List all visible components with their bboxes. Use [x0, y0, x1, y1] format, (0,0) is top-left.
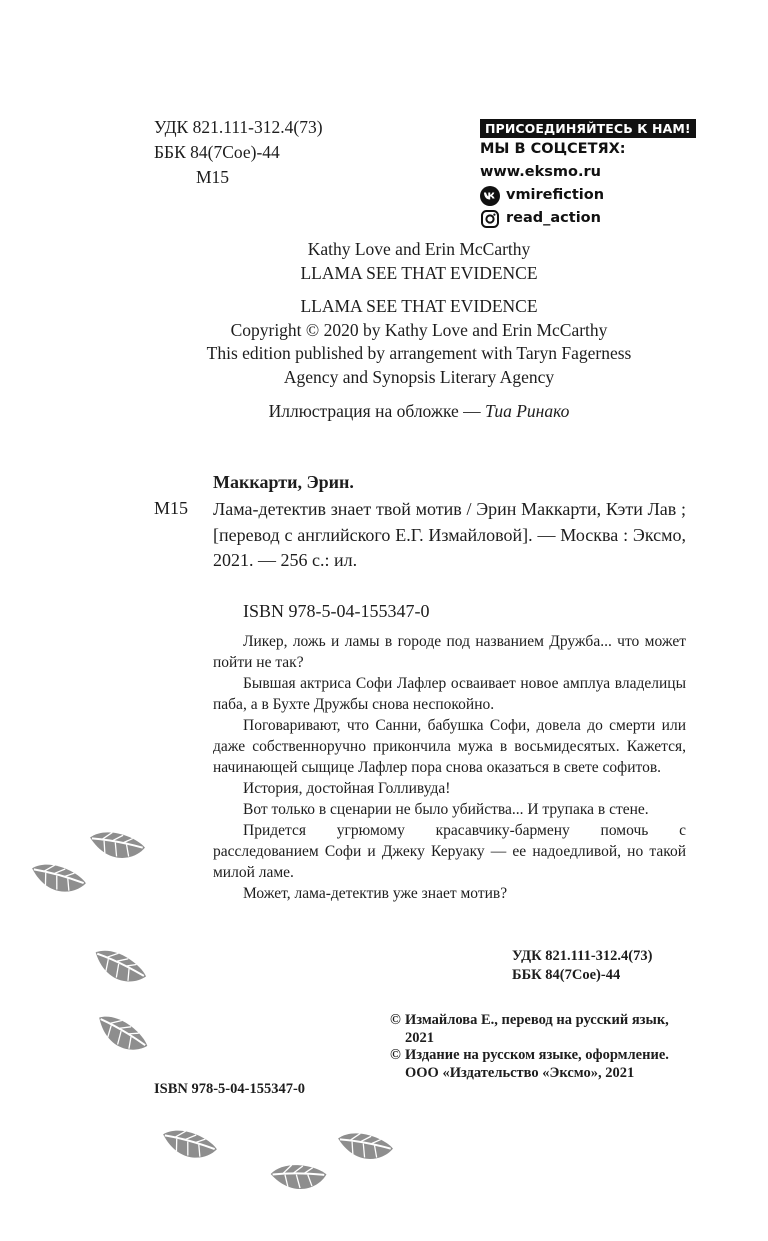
annotation-paragraph: Придется угрюмому красавчику-бармену помочь с расследованием Софи и Джеку Керуаку — ее надоедливой, но такой милой ламе.	[213, 822, 686, 881]
original-credits	[100, 238, 738, 285]
website-link[interactable]: www.eksmo.ru	[480, 164, 601, 180]
copyright-translation-text: Измайлова Е., перевод на русский язык, 2021	[405, 1012, 669, 1046]
original-rights	[100, 295, 738, 389]
annotation-paragraph: Поговаривают, что Санни, бабушка Софи, довела до смерти или даже собственноручно прикончила мужа в восьмидесятых. Кажется, начинающей сыщице Лафлер пора снова оказаться в свете софитов.	[213, 717, 686, 776]
illustration-credit	[100, 400, 738, 424]
copyright-translation	[390, 1012, 690, 1047]
annotation	[213, 631, 686, 904]
bbk-code: ББК 84(7Сое)-44	[154, 142, 280, 162]
vk-icon	[480, 186, 500, 206]
catalog-isbn: ISBN 978-5-04-155347-0	[243, 601, 430, 621]
illustration-label: Иллюстрация на обложке —	[268, 401, 486, 421]
udk-code: УДК 821.111-312.4(73)	[154, 117, 323, 137]
annotation-paragraph: История, достойная Голливуда!	[243, 780, 451, 797]
leaf-icon	[21, 850, 90, 912]
author-mark: М15	[196, 167, 230, 187]
leaf-icon	[85, 1002, 153, 1070]
join-us-banner: ПРИСОЕДИНЯЙТЕСЬ К НАМ!	[480, 119, 696, 138]
bbk-code-bottom: ББК 84(7Сое)-44	[512, 967, 621, 983]
copyright-block	[390, 1012, 690, 1082]
annotation-paragraph: Бывшая актриса Софи Лафлер осваивает новое амплуа владелицы паба, а в Бухте Дружбы снова неспокойно.	[213, 675, 686, 713]
leaf-icon	[329, 1120, 398, 1179]
copyright-edition	[390, 1047, 690, 1082]
instagram-handle: read_action	[506, 210, 601, 226]
arrangement-line-2: Agency and Synopsis Literary Agency	[283, 366, 555, 387]
vk-link[interactable]	[480, 184, 690, 207]
social-block	[480, 118, 690, 230]
instagram-link[interactable]	[480, 207, 690, 230]
classification-top	[154, 115, 323, 190]
original-title: LLAMA SEE THAT EVIDENCE	[300, 262, 538, 283]
catalog-author-heading: Маккарти, Эрин.	[213, 472, 354, 492]
udk-code-bottom: УДК 821.111-312.4(73)	[512, 948, 653, 964]
social-caption: МЫ В СОЦСЕТЯХ:	[480, 141, 626, 157]
vk-handle: vmirefiction	[506, 187, 605, 203]
leaf-icon	[264, 1154, 330, 1206]
isbn-bottom: ISBN 978-5-04-155347-0	[154, 1081, 306, 1097]
illustration-artist: Тиа Ринако	[485, 401, 570, 421]
annotation-paragraph: Может, лама-детектив уже знает мотив?	[243, 885, 508, 902]
copyright-edition-text: Издание на русском языке, оформление. ООО «Издательство «Эксмо», 2021	[405, 1047, 669, 1081]
leaf-icon	[81, 819, 150, 878]
leaf-icon	[152, 1116, 221, 1178]
annotation-paragraph: Ликер, ложь и ламы в городе под названием Дружба... что может пойти не так?	[213, 633, 686, 671]
catalog-author-mark: М15	[154, 498, 189, 518]
classification-bottom	[512, 947, 652, 985]
annotation-paragraph: Вот только в сценарии не было убийства... И трупака в стене.	[243, 801, 649, 818]
original-title-repeat: LLAMA SEE THAT EVIDENCE	[300, 296, 538, 316]
copyright-symbol: ©	[390, 1012, 401, 1028]
copyright-symbol: ©	[390, 1047, 401, 1063]
original-copyright: Copyright © 2020 by Kathy Love and Erin McCarthy	[230, 319, 608, 340]
original-authors: Kathy Love and Erin McCarthy	[307, 239, 531, 259]
arrangement-line-1: This edition published by arrangement with Taryn Fagerness	[206, 343, 632, 363]
catalog-description: Лама-детектив знает твой мотив / Эрин Маккарти, Кэти Лав ; [перевод с английского Е.Г. Измайловой]. — Москва : Эксмо, 2021. — 256 с.: ил.	[213, 499, 686, 570]
leaf-icon	[83, 936, 152, 1002]
instagram-icon	[480, 209, 500, 229]
